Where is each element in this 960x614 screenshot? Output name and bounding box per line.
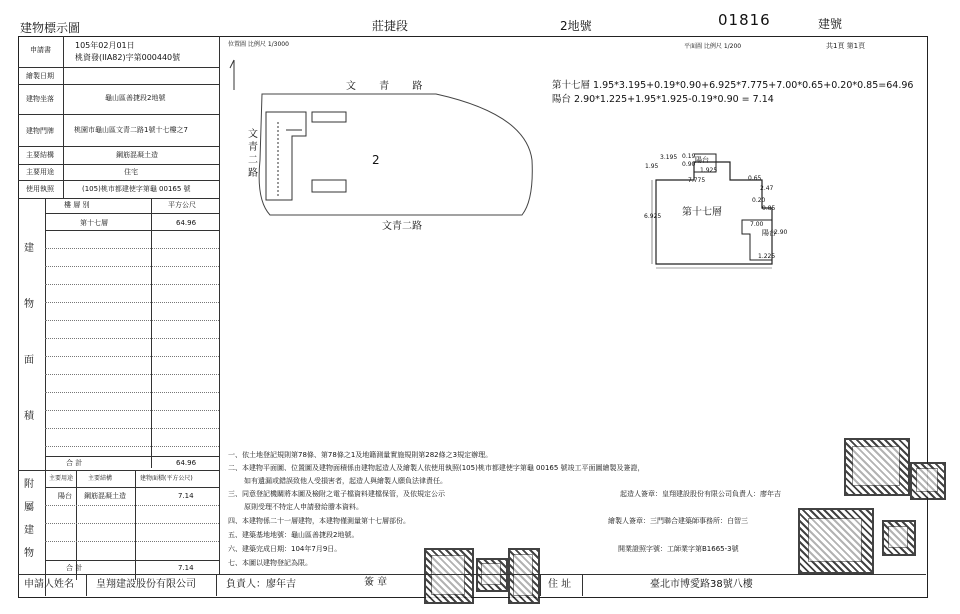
structure-value: 鋼筋混凝土造 [116, 151, 158, 159]
door-value: 桃園市龜山區文青二路1號十七樓之7 [74, 126, 188, 134]
building-number-label: 建號 [818, 17, 843, 31]
dim-195: 1.95 [645, 163, 659, 170]
road-left-char-4: 路 [248, 168, 258, 179]
attach-use-header: 主要用途 [49, 475, 74, 482]
location-value: 龜山區善捷段2地號 [105, 94, 166, 102]
sign-label: 簽 章 [364, 577, 388, 588]
page-label: 共1頁 第1頁 [826, 42, 866, 50]
location-label: 建物坐落 [26, 95, 54, 103]
dim-6925: 6.925 [644, 213, 662, 220]
site-scale-label: 位置圖 比例尺 1/3000 [228, 41, 289, 48]
road-top-label: 文 青 路 [346, 81, 433, 92]
note-2-cont: 如有遺漏或錯誤致他人受損害者，起造人與繪製人願負法律責任。 [244, 477, 447, 485]
attach-side-wu: 物 [24, 548, 34, 559]
license-number: 開業證照字號：工師業字第B1665-3號 [618, 545, 739, 553]
attach-struct-header: 主要結構 [88, 475, 113, 482]
dim-085: 0.85 [762, 205, 776, 212]
attach-side-shu: 屬 [24, 502, 34, 513]
use-label: 主要用途 [26, 168, 54, 176]
building-number: 01816 [718, 11, 771, 29]
applicant-rep-seal-icon [476, 558, 508, 592]
floor-17-label: 第十七層 [80, 219, 108, 227]
attach-total-value: 7.14 [178, 564, 194, 572]
apply-date: 105年02月01日 [75, 41, 135, 50]
apply-label: 申請書 [30, 46, 51, 54]
apply-doc-number: 桃資發(IIA82)字第000440號 [75, 53, 181, 62]
road-left-char-3: 二 [248, 155, 258, 166]
survey-date-label: 繪製日期 [26, 72, 54, 80]
road-bottom-label: 文青二路 [382, 221, 422, 232]
dim-020: 0.20 [752, 197, 766, 204]
applicant-name: 皇翔建設股份有限公司 [96, 579, 196, 590]
dim-1225: 1.225 [758, 253, 776, 260]
rep-seal-icon [910, 462, 946, 500]
note-5: 五、建築基地地號：龜山區善捷段2地號。 [228, 531, 359, 539]
balcony-label-right: 陽台 [762, 229, 776, 237]
note-6: 六、建築完成日期：104年7月9日。 [228, 545, 342, 553]
floor-17-area: 64.96 [176, 219, 197, 227]
use-value: 住宅 [124, 168, 138, 176]
applicant-label: 申請人姓名 [24, 579, 74, 590]
road-left-char-2: 青 [248, 142, 258, 153]
attach-area-header: 建物面積(平方公尺) [140, 475, 193, 482]
dim-065: 0.65 [748, 175, 762, 182]
attach-area-value: 7.14 [178, 492, 194, 500]
dim-3195: 3.195 [660, 154, 678, 161]
floor-room-label: 第十七層 [682, 207, 722, 218]
form-title: 建物標示圖 [20, 21, 81, 35]
firm-seal-icon [798, 508, 874, 574]
section-name: 莊捷段 [372, 19, 409, 33]
land-number: 2地號 [560, 19, 592, 33]
dim-7775: 7.775 [688, 177, 706, 184]
address-value: 臺北市博愛路38號八樓 [650, 579, 753, 590]
side-label-mian: 面 [24, 355, 34, 366]
builder-signature: 起造人簽章：皇翔建設股份有限公司負責人：廖年吉 [620, 490, 781, 498]
dim-1925: 1.925 [700, 167, 718, 174]
note-3-cont: 原則受理不特定人申請發給謄本資料。 [244, 503, 363, 511]
attach-side-fu: 附 [24, 479, 34, 490]
area-column-header: 平方公尺 [168, 201, 196, 209]
applicant-representative: 負責人：廖年吉 [226, 579, 296, 590]
lot-number: 2 [372, 153, 380, 167]
architect-seal-icon [882, 520, 916, 556]
side-label-ji: 積 [24, 411, 34, 422]
attach-struct-value: 鋼筋混凝土造 [84, 492, 126, 500]
formula-floor-17: 第十七層 1.95*3.195+0.19*0.90+6.925*7.775+7.00*0.65+0.20*0.85=64.96 [552, 80, 914, 91]
floor-column-header: 樓 層 別 [64, 201, 90, 209]
formula-balcony: 陽台 2.90*1.225+1.95*1.925-0.19*0.90 = 7.14 [552, 94, 774, 105]
side-label-jian: 建 [24, 243, 34, 254]
road-left-char-1: 文 [248, 129, 258, 140]
dim-290: 2.90 [774, 229, 788, 236]
site-plan-drawing [226, 50, 546, 240]
door-label: 建物門牌 [26, 127, 54, 135]
note-2: 二、本建物平面圖、位置圖及建物面積係由建物起造人及繪製人依使用執照(105)桃市都建使字第龜 00165 號竣工平面圖繪製及簽證， [228, 464, 645, 472]
permit-value: (105)桃市都建使字第龜 00165 號 [82, 185, 191, 193]
note-1: 一、依土地登記規則第78條、第78條之1及地籍測量實施規則第282條之3規定辦理。 [228, 451, 493, 459]
drafter-signature: 繪製人簽章：三門聯合建築師事務所：白智三 [608, 517, 748, 525]
dim-700: 7.00 [750, 221, 764, 228]
balcony-label-top: 陽台 [695, 156, 709, 164]
attach-total-label: 合 計 [66, 564, 83, 572]
dim-090: 0.90 [682, 161, 696, 168]
side-label-wu: 物 [24, 299, 34, 310]
permit-label: 使用執照 [26, 185, 54, 193]
attach-use-value: 陽台 [58, 492, 72, 500]
structure-label: 主要結構 [26, 151, 54, 159]
address-label: 住 址 [548, 579, 572, 590]
attach-side-jian: 建 [24, 525, 34, 536]
dim-019: 0.19 [682, 153, 696, 160]
applicant-seal-icon [424, 548, 474, 604]
dim-247: 2.47 [760, 185, 774, 192]
note-4: 四、本建物係二十一層建物，本建物僅測量第十七層部份。 [228, 517, 410, 525]
area-total-label: 合 計 [66, 459, 83, 467]
company-seal-icon [844, 438, 910, 496]
note-7: 七、本圖以建物登記為限。 [228, 559, 312, 567]
applicant-small-seal-icon [508, 548, 540, 604]
floor-scale-label: 平面圖 比例尺 1/200 [684, 43, 742, 50]
area-total-value: 64.96 [176, 459, 197, 467]
note-3: 三、同意登記機關將本圖及檢附之電子檔資料建檔保管，及依規定公示 [228, 490, 445, 498]
